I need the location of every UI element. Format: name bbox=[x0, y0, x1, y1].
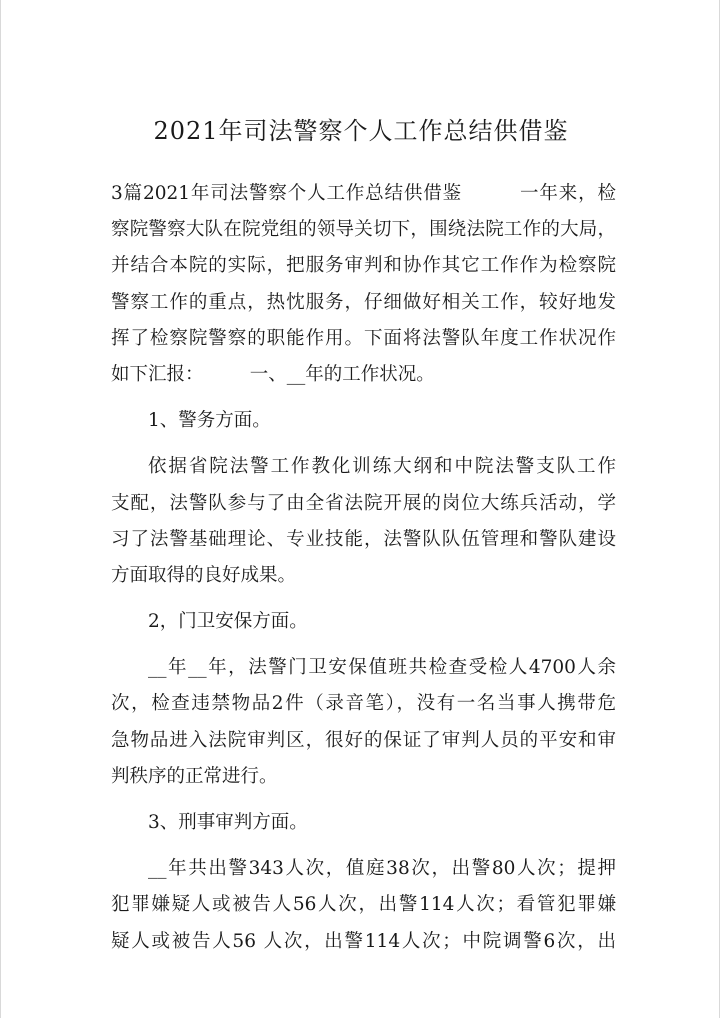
document-line: 方面取得的良好成果。 bbox=[111, 564, 297, 586]
document-line: __年__年，法警门卫安保值班共检查受检人4700人余 bbox=[148, 657, 616, 679]
document-line: 警察工作的重点，热忱服务，仔细做好相关工作，较好地发 bbox=[111, 291, 616, 313]
document-title: 2021年司法警察个人工作总结供借鉴 bbox=[153, 117, 569, 145]
document-body bbox=[111, 176, 616, 960]
document-line: 次，检查违禁物品2件（录音笔），没有一名当事人携带危 bbox=[111, 693, 616, 715]
document-line: __年共出警343人次，值庭38次，出警80人次；提押 bbox=[148, 858, 616, 880]
document-line: 急物品进入法院审判区，很好的保证了审判人员的平安和审 bbox=[111, 729, 616, 751]
document-line: 依据省院法警工作教化训练大纲和中院法警支队工作 bbox=[148, 456, 616, 478]
document-line: 2，门卫安保方面。 bbox=[148, 611, 308, 633]
document-line: 1、警务方面。 bbox=[148, 410, 271, 432]
document-line: 判秩序的正常进行。 bbox=[111, 765, 278, 787]
document-line: 疑人或被告人56 人次，出警114人次；中院调警6次，出 bbox=[111, 930, 616, 952]
document-line: 挥了检察院警察的职能作用。下面将法警队年度工作状况作 bbox=[111, 327, 616, 349]
document-line: 如下汇报： 一、__年的工作状况。 bbox=[111, 363, 435, 385]
document-line: 并结合本院的实际，把服务审判和协作其它工作作为检察院 bbox=[111, 255, 616, 277]
document-line: 3、刑事审判方面。 bbox=[148, 812, 308, 833]
document-line: 支配，法警队参与了由全省法院开展的岗位大练兵活动，学 bbox=[111, 492, 616, 514]
document-line: 犯罪嫌疑人或被告人56人次，出警114人次；看管犯罪嫌 bbox=[111, 894, 616, 916]
document-line: 3篇2021年司法警察个人工作总结供借鉴 一年来，检 bbox=[111, 183, 616, 204]
document-line: 习了法警基础理论、专业技能，法警队队伍管理和警队建设 bbox=[111, 528, 616, 550]
document-line: 察院警察大队在院党组的领导关切下，围绕法院工作的大局， bbox=[111, 219, 616, 241]
